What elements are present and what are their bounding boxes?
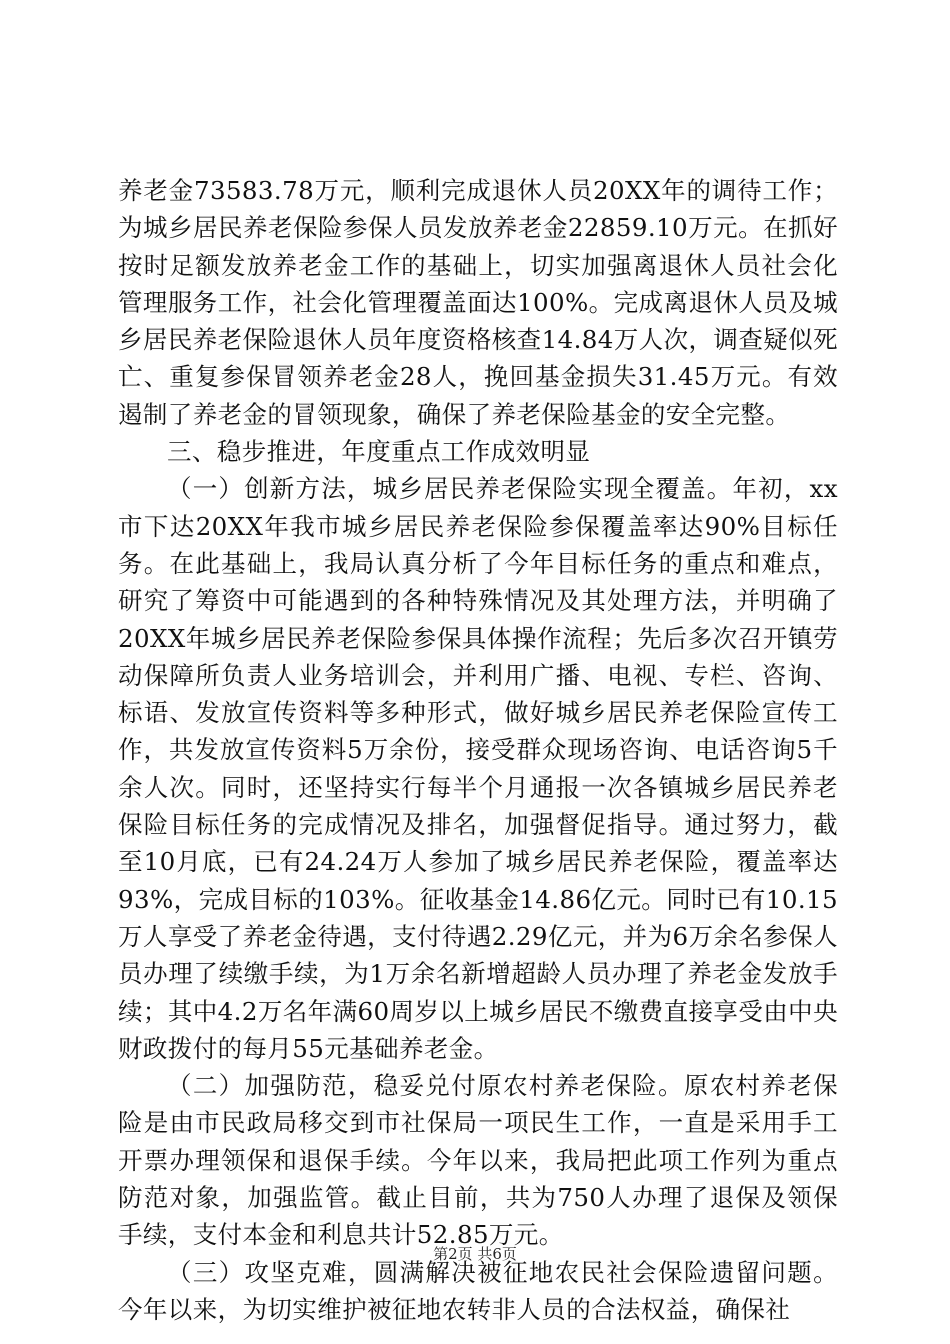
section-heading: 三、稳步推进，年度重点工作成效明显 bbox=[167, 437, 591, 467]
page-footer bbox=[0, 1243, 950, 1264]
paragraph-item-2: （二）加强防范，稳妥兑付原农村养老保险。原农村养老保险是由市民政局移交到市社保局一项民生工作，一直是采用手工开票办理领保和退保手续。今年以来，我局把此项工作列为重点防范对象，加强监管。截止目前，共为750人办理了退保及领保手续，支付本金和利息共计52.85万元。 bbox=[118, 1071, 838, 1250]
paragraph-item-1: （一）创新方法，城乡居民养老保险实现全覆盖。年初，xx市下达20XX年我市城乡居民养老保险参保覆盖率达90%目标任务。在此基础上，我局认真分析了今年目标任务的重点和难点，研究了筹资中可能遇到的各种特殊情况及其处理方法，并明确了20XX年城乡居民养老保险参保具体操作流程；先后多次召开镇劳动保障所负责人业务培训会，并利用广播、电视、专栏、咨询、标语、发放宣传资料等多种形式，做好城乡居民养老保险宣传工作，共发放宣传资料5万余份，接受群众现场咨询、电话咨询5千余人次。同时，还坚持实行每半个月通报一次各镇城乡居民养老保险目标任务的完成情况及排名，加强督促指导。通过努力，截至10月底，已有24.24万人参加了城乡居民养老保险，覆盖率达93%，完成目标的103%。征收基金14.86亿元。同时已有10.15万人享受了养老金待遇，支付待遇2.29亿元，并为6万余名参保人员办理了续缴手续，为1万余名新增超龄人员办理了养老金发放手续；其中4.2万名年满60周岁以上城乡居民不缴费直接享受由中央财政拨付的每月55元基础养老金。 bbox=[118, 474, 838, 1063]
paragraph-continuation: 养老金73583.78万元，顺利完成退休人员20XX年的调待工作；为城乡居民养老保险参保人员发放养老金22859.10万元。在抓好按时足额发放养老金工作的基础上，切实加强离退休人员社会化管理服务工作，社会化管理覆盖面达100%。完成离退休人员及城乡居民养老保险退休人员年度资格核查14.84万人次，调查疑似死亡、重复参保冒领养老金28人，挽回基金损失31.45万元。有效遏制了养老金的冒领现象，确保了养老保险基金的安全完整。 bbox=[118, 176, 838, 429]
document-body bbox=[118, 172, 838, 1328]
page-number-label: 第2页 共6页 bbox=[433, 1245, 517, 1263]
paragraph-item-3: （三）攻坚克难，圆满解决被征地农民社会保险遗留问题。今年以来，为切实维护被征地农转非人员的合法权益，确保社 bbox=[118, 1257, 838, 1324]
